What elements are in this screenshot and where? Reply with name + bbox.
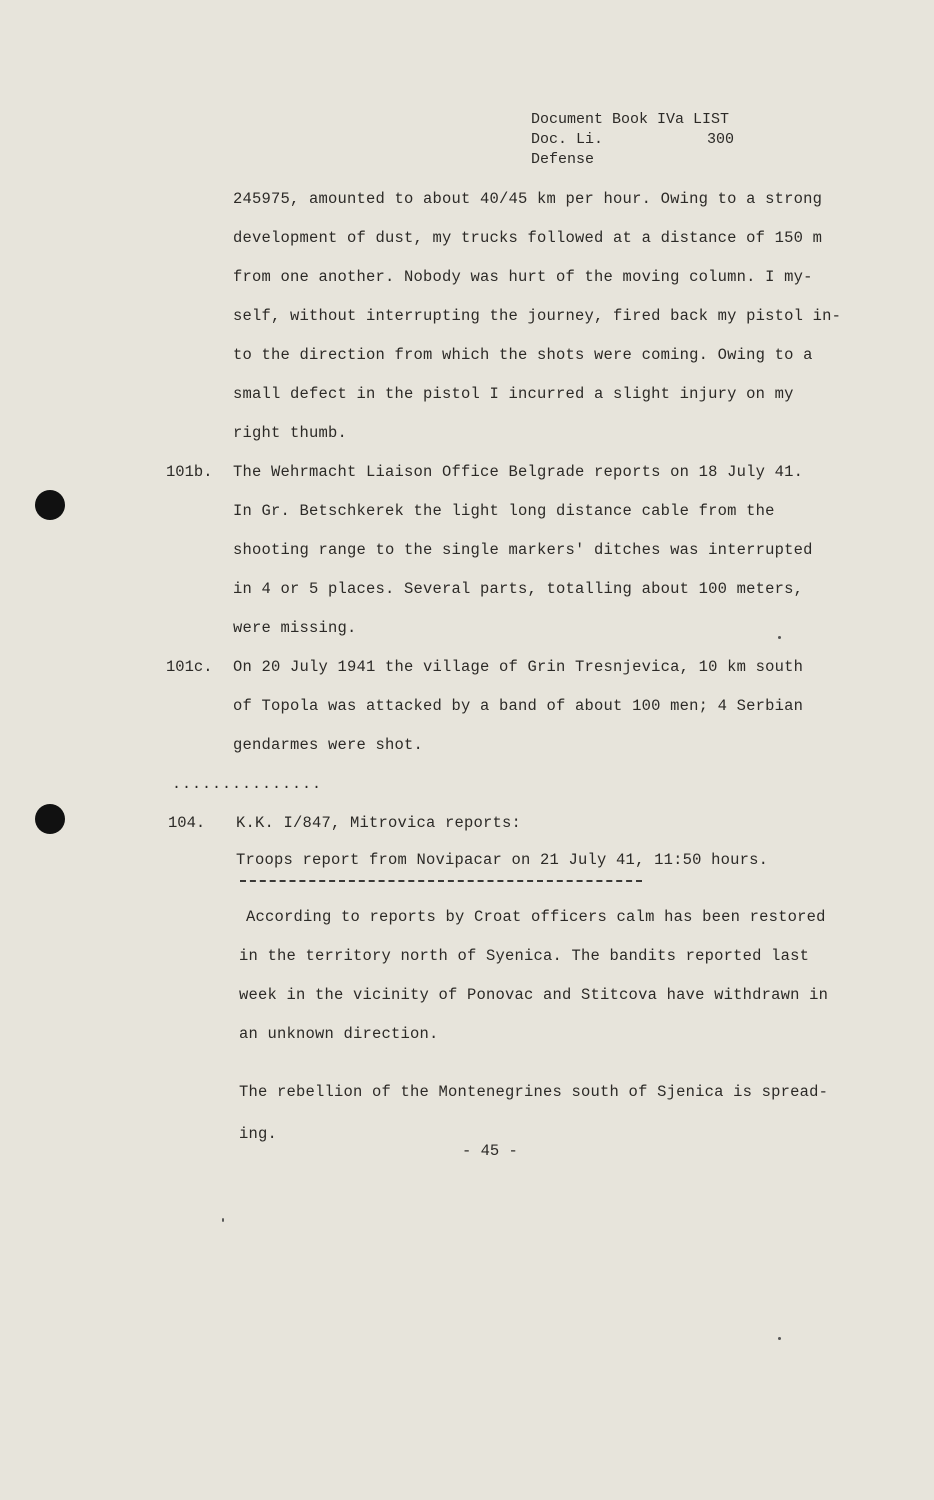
text-line: On 20 July 1941 the village of Grin Tresnjevica, 10 km south: [233, 658, 804, 676]
text-line: in the territory north of Syenica. The bandits reported last: [239, 947, 810, 965]
text-line: were missing.: [233, 619, 357, 637]
header-line-3: Defense: [531, 151, 595, 168]
punch-hole: [35, 490, 65, 520]
header-line-2: [531, 130, 734, 150]
paper-speck: [778, 1337, 781, 1340]
text-line: an unknown direction.: [239, 1025, 439, 1043]
text-line: from one another. Nobody was hurt of the moving column. I my-: [233, 268, 813, 286]
text-line: ing.: [239, 1125, 278, 1143]
text-line: The rebellion of the Montenegrines south of Sjenica is spread-: [239, 1083, 829, 1101]
document-header: [531, 110, 734, 170]
header-line-1: Document Book IVa LIST: [531, 111, 730, 128]
text-line: right thumb.: [233, 424, 348, 442]
paper-speck: [778, 636, 781, 639]
text-line: development of dust, my trucks followed at a distance of 150 m: [233, 229, 823, 247]
item-subtitle: Troops report from Novipacar on 21 July 41, 11:50 hours.: [236, 851, 769, 869]
text-line: to the direction from which the shots were coming. Owing to a: [233, 346, 813, 364]
text-line: small defect in the pistol I incurred a slight injury on my: [233, 385, 794, 403]
item-number-101b: 101b.: [166, 463, 213, 481]
underline-rule: [240, 880, 642, 882]
header-doc-number: 300: [707, 131, 735, 148]
text-line: According to reports by Croat officers calm has been restored: [246, 908, 826, 926]
section-separator: ...............: [172, 776, 323, 793]
page-number: - 45 -: [462, 1142, 518, 1160]
text-line: gendarmes were shot.: [233, 736, 424, 754]
text-line: In Gr. Betschkerek the light long distance cable from the: [233, 502, 775, 520]
text-line: The Wehrmacht Liaison Office Belgrade reports on 18 July 41.: [233, 463, 804, 481]
item-number-101c: 101c.: [166, 658, 213, 676]
text-line: of Topola was attacked by a band of about 100 men; 4 Serbian: [233, 697, 804, 715]
text-line: 245975, amounted to about 40/45 km per hour. Owing to a strong: [233, 190, 823, 208]
paper-speck: [222, 1218, 224, 1222]
text-line: in 4 or 5 places. Several parts, totalling about 100 meters,: [233, 580, 804, 598]
item-number-104: 104.: [168, 814, 206, 832]
text-line: week in the vicinity of Ponovac and Stitcova have withdrawn in: [239, 986, 829, 1004]
header-doc-label: Doc. Li.: [531, 131, 604, 148]
punch-hole: [35, 804, 65, 834]
item-title: K.K. I/847, Mitrovica reports:: [236, 814, 522, 832]
text-line: self, without interrupting the journey, fired back my pistol in-: [233, 307, 842, 325]
text-line: shooting range to the single markers' ditches was interrupted: [233, 541, 813, 559]
